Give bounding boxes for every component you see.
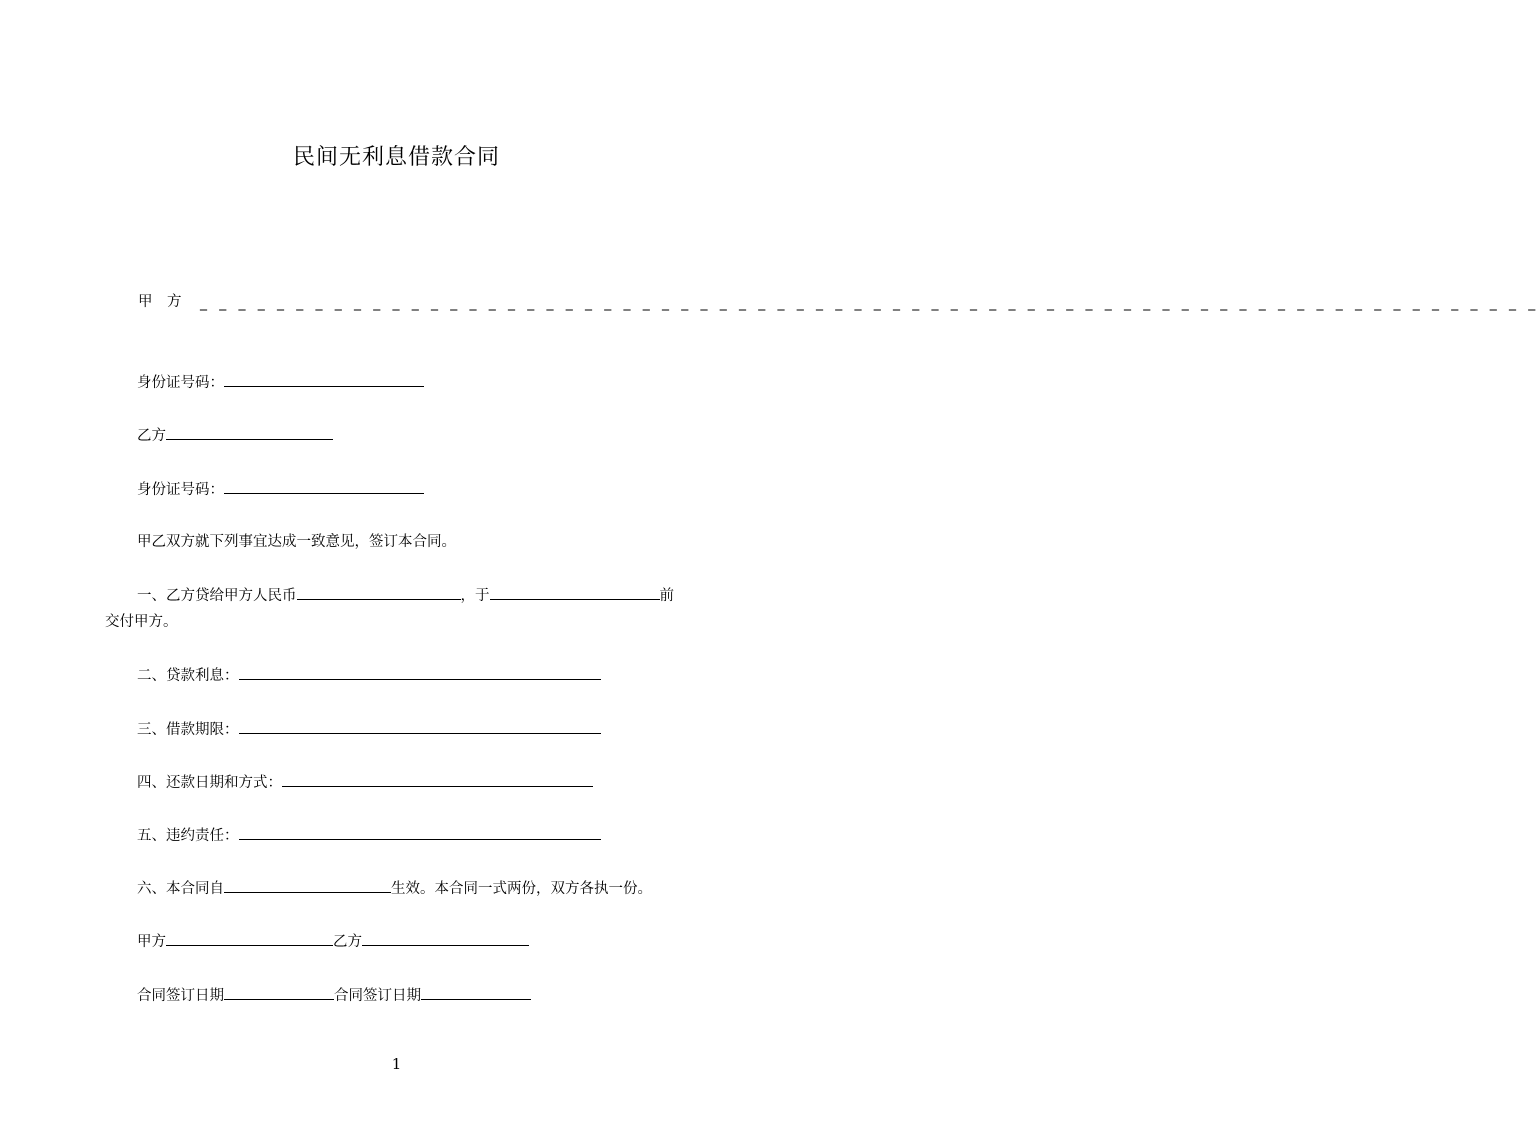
repayment-blank[interactable] bbox=[282, 772, 593, 787]
sign-date-b-blank[interactable] bbox=[421, 985, 531, 1000]
signature-party-b-label: 乙方 bbox=[333, 934, 362, 950]
party-a-id-row bbox=[137, 372, 424, 393]
party-a-row bbox=[138, 292, 182, 312]
signature-party-b-blank[interactable] bbox=[362, 931, 529, 946]
sign-date-a-blank[interactable] bbox=[224, 985, 334, 1000]
clause-4-label: 四、还款日期和方式： bbox=[137, 775, 282, 791]
party-a-blank[interactable] bbox=[200, 292, 1539, 312]
effective-date-blank[interactable] bbox=[224, 878, 391, 893]
clause-1 bbox=[137, 585, 674, 606]
clause-3 bbox=[137, 719, 601, 740]
party-a-id-blank[interactable] bbox=[224, 372, 424, 387]
party-b-blank[interactable] bbox=[166, 425, 333, 440]
clause-2-label: 二、贷款利息： bbox=[137, 668, 239, 684]
clause-1-text-a: 一、乙方贷给甲方人民币 bbox=[137, 588, 297, 604]
signature-row bbox=[137, 931, 529, 952]
clause-1-text-c: 前 bbox=[659, 588, 674, 604]
clause-1-continued: 交付甲方。 bbox=[105, 614, 178, 630]
page-number: 1 bbox=[391, 1055, 402, 1073]
signature-party-a-blank[interactable] bbox=[166, 931, 333, 946]
document-title: 民间无利息借款合同 bbox=[292, 145, 500, 170]
sign-date-row bbox=[137, 985, 531, 1006]
interest-blank[interactable] bbox=[239, 665, 601, 680]
clause-2 bbox=[137, 665, 601, 686]
party-b-id-row bbox=[137, 479, 424, 500]
clause-1-text-b: ，于 bbox=[460, 588, 490, 604]
party-a-dashes: _ _ _ _ _ _ _ _ _ _ _ _ _ _ _ _ _ _ _ _ _ _ _ _ _ _ _ _ _ _ _ _ _ _ _ _ _ _ _ _ _ _ _ _ _ _ _ _ _ _ _ _ _ _ _ _ _ _ _ _ _ _ _ _ _ _ _ _ _ _ bbox=[200, 295, 1539, 311]
sign-date-a-label: 合同签订日期 bbox=[137, 988, 224, 1004]
delivery-date-blank[interactable] bbox=[490, 585, 660, 600]
clause-3-label: 三、借款期限： bbox=[137, 722, 239, 738]
agreement-intro: 甲乙双方就下列事宜达成一致意见，签订本合同。 bbox=[137, 534, 456, 550]
clause-5 bbox=[137, 825, 601, 846]
loan-amount-blank[interactable] bbox=[297, 585, 461, 600]
clause-5-label: 五、违约责任： bbox=[137, 828, 239, 844]
party-a-label: 甲 方 bbox=[138, 294, 182, 310]
liability-blank[interactable] bbox=[239, 825, 601, 840]
party-a-id-label: 身份证号码： bbox=[137, 375, 224, 391]
clause-4 bbox=[137, 772, 593, 793]
party-b-row bbox=[137, 425, 333, 446]
sign-date-b-label: 合同签订日期 bbox=[334, 988, 421, 1004]
party-b-id-label: 身份证号码： bbox=[137, 482, 224, 498]
party-b-id-blank[interactable] bbox=[224, 479, 424, 494]
clause-6-text-b: 生效。本合同一式两份，双方各执一份。 bbox=[391, 881, 652, 897]
party-b-label: 乙方 bbox=[137, 428, 166, 444]
clause-6-text-a: 六、本合同自 bbox=[137, 881, 224, 897]
clause-6 bbox=[137, 878, 652, 899]
loan-term-blank[interactable] bbox=[239, 719, 601, 734]
signature-party-a-label: 甲方 bbox=[137, 934, 166, 950]
